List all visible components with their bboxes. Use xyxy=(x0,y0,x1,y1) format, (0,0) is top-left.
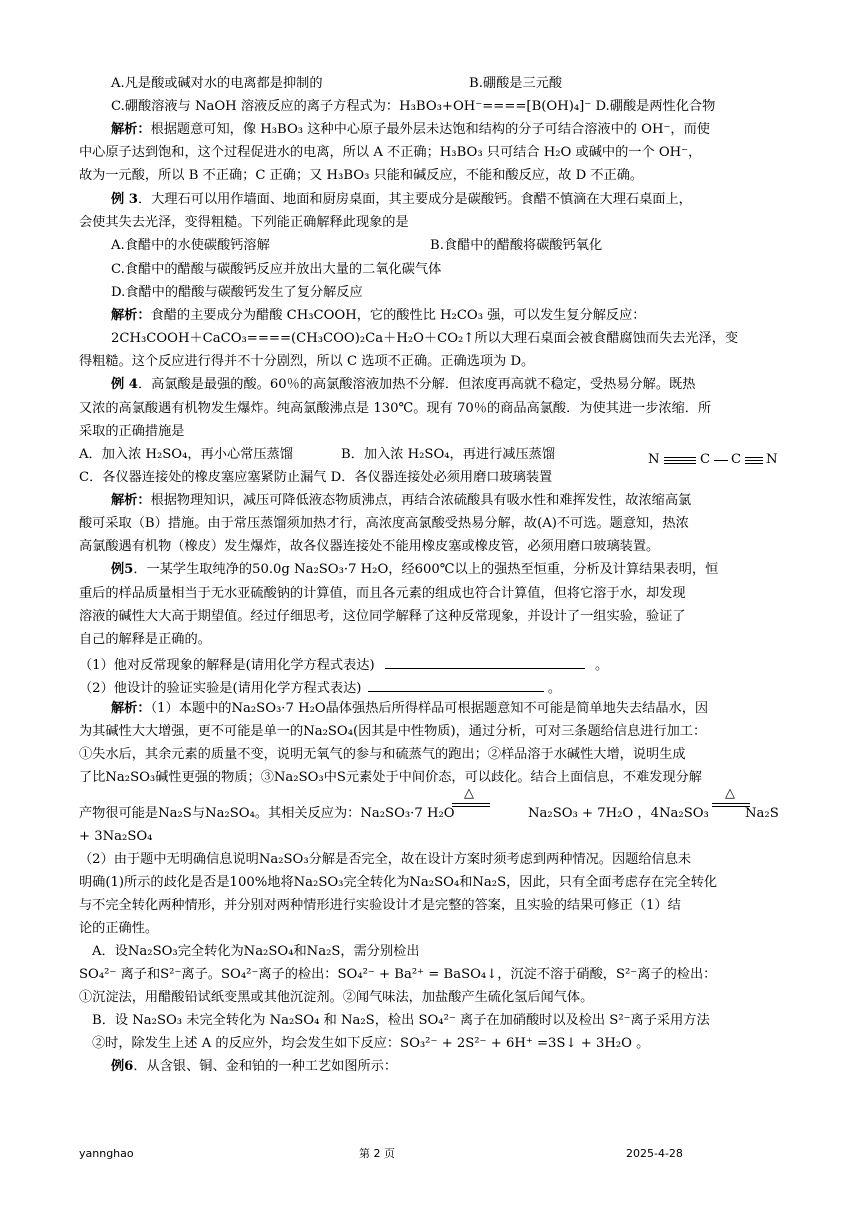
option-b: B．加入浓 H₂SO₄，再进行减压蒸馏 xyxy=(341,447,556,462)
example-text: ．从含银、铜、金和铂的一种工艺如图所示： xyxy=(133,1059,398,1074)
atom-n: N xyxy=(766,452,778,467)
analysis-label: 解析： xyxy=(111,493,151,508)
text-line: 论的正确性。 xyxy=(79,921,159,936)
text-line: 采取的正确措施是 xyxy=(79,424,185,439)
analysis-line xyxy=(111,307,645,325)
analysis-label: 解析： xyxy=(111,308,151,323)
example-label: 例5 xyxy=(111,562,134,577)
example-5-line xyxy=(111,561,718,579)
text-line: 酸可采取（B）措施。由于常压蒸馏须加热才行，高浓度高氯酸受热易分解，故(A)不可选。题意知，热浓 xyxy=(79,516,689,531)
reaction-start: 产物很可能是Na₂S与Na₂SO₄。其相关反应为：Na₂SO₃·7 H₂O xyxy=(79,806,455,821)
text-line: 会使其失去光泽，变得粗糙。下列能正确解释此现象的是 xyxy=(79,215,409,230)
cyanogen-structure xyxy=(648,449,778,471)
text-line: ①失水后，其余元素的质量不变，说明无氧气的参与和硫蒸气的跑出；②样品溶于水碱性大增，说明生成 xyxy=(79,747,686,762)
example-label: 例6 xyxy=(111,1059,134,1074)
reaction-middle: Na₂SO₃ + 7H₂O ，4Na₂SO₃ xyxy=(528,806,709,821)
example-3-line xyxy=(111,191,692,209)
analysis-text: 根据题意可知，像 H₃BO₃ 这种中心原子最外层未达饱和结构的分子可结合溶液中的 OH⁻，而使 xyxy=(150,122,710,137)
text-line: ②时，除发生上述 A 的反应外，均会发生如下反应：SO₃²⁻ + 2S²⁻ + 6H⁺ =3S↓ + 3H₂O 。 xyxy=(92,1036,650,1051)
question-text: （2）他设计的验证实验是(请用化学方程式表达) xyxy=(79,681,362,696)
text-line: （2）由于题中无明确信息说明Na₂SO₃分解是否完全，故在设计方案时须考虑到两种情况。因题给信息未 xyxy=(79,852,692,867)
text-line: 又浓的高氯酸遇有机物发生爆炸。纯高氯酸沸点是 130℃。现有 70％的商品高氯酸．为使其进一步浓缩．所 xyxy=(79,401,712,416)
text-line: 高氯酸遇有机物（橡皮）发生爆炸，故各仪器连接处不能用橡皮塞或橡皮管，必须用磨口玻璃装置。 xyxy=(79,539,660,554)
question-1 xyxy=(79,654,608,675)
period: 。 xyxy=(547,681,562,696)
analysis-text: （1）本题中的Na₂SO₃·7 H₂O晶体强热后所得样品可根据题意知不可能是简单地失去结晶水，因 xyxy=(150,701,709,716)
footer-date: 2025-4-28 xyxy=(626,1147,683,1160)
text-line: 明确(1)所示的歧化是否是100%地将Na₂SO₃完全转化为Na₂SO₄和Na₂S，因此，只有全面考虑存在完全转化 xyxy=(79,875,718,890)
option-b: B.食醋中的醋酸将碳酸钙氧化 xyxy=(430,238,603,253)
example-label: 例 4 xyxy=(111,377,138,392)
example-label: 例 3 xyxy=(111,192,138,207)
period: 。 xyxy=(595,658,609,673)
atom-c: C xyxy=(731,452,742,467)
reaction-continuation: + 3Na₂SO₄ xyxy=(79,829,153,844)
answer-blank xyxy=(368,677,544,692)
example-6-line xyxy=(111,1058,397,1076)
text-line: 为其碱性大大增强，更不可能是单一的Na₂SO₄(因其是中性物质)，通过分析，可对三条题给信息进行加工： xyxy=(79,724,707,739)
analysis-label: 解析： xyxy=(111,122,151,137)
footer-page-number: 第 2 页 xyxy=(359,1147,395,1160)
equation-line: 2CH₃COOH＋CaCO₃====(CH₃COO)₂Ca＋H₂O＋CO₂↑所以大理石桌面会被食醋腐蚀而失去光泽，变 xyxy=(111,331,739,346)
answer-blank xyxy=(385,654,585,669)
option-b: B.硼酸是三元酸 xyxy=(469,76,563,91)
text-line: 与不完全转化两种情形，并分别对两种情形进行实验设计才是完整的答案，且实验的结果可修正（1）结 xyxy=(79,898,681,913)
question-2 xyxy=(79,677,561,698)
analysis-line xyxy=(111,121,710,139)
analysis-label: 解析： xyxy=(111,701,151,716)
reaction-end: Na₂S xyxy=(745,806,779,821)
analysis-line xyxy=(111,492,691,510)
footer-author: yannghao xyxy=(79,1147,134,1160)
text-line: 溶液的碱性大大高于期望值。经过仔细思考，这位同学解释了这种反常现象，并设计了一组实验，验证了 xyxy=(79,609,686,624)
heat-symbol: △ xyxy=(464,786,474,801)
analysis-line xyxy=(111,700,708,718)
option-a: A.食醋中的水使碳酸钙溶解 xyxy=(111,238,270,253)
atom-c: C xyxy=(700,452,711,467)
text-line: 得粗糙。这个反应进行得并不十分剧烈，所以 C 选项不正确。正确选项为 D。 xyxy=(79,354,535,369)
option-d: D.食醋中的醋酸与碳酸钙发生了复分解反应 xyxy=(111,285,363,300)
text-line: ①沉淀法，用醋酸铅试纸变黑或其他沉淀剂。②闻气味法，加盐酸产生硫化氢后闻气体。 xyxy=(79,990,594,1005)
option-a: A.凡是酸或碱对水的电离都是抑制的 xyxy=(111,76,323,91)
option-a: A．加入浓 H₂SO₄，再小心常压蒸馏 xyxy=(79,447,293,462)
text-line: SO₄²⁻ 离子和S²⁻离子。SO₄²⁻离子的检出：SO₄²⁻ + Ba²⁺ = BaSO₄↓，沉淀不溶于硝酸，S²⁻离子的检出： xyxy=(79,967,717,982)
option-c: C.食醋中的醋酸与碳酸钙反应并放出大量的二氧化碳气体 xyxy=(111,262,442,277)
text-line: 自己的解释是正确的。 xyxy=(79,632,211,647)
analysis-text: 食醋的主要成分为醋酸 CH₃COOH，它的酸性比 H₂CO₃ 强，可以发生复分解反应： xyxy=(150,308,646,323)
example-4-line xyxy=(111,376,695,394)
example-text: ．高氯酸是最强的酸。60％的高氯酸溶液加热不分解．但浓度再高就不稳定，受热易分解。既热 xyxy=(137,377,696,392)
option-c-d: C．各仪器连接处的橡皮塞应塞紧防止漏气 D．各仪器连接处必须用磨口玻璃装置 xyxy=(79,470,553,485)
analysis-text: 根据物理知识，减压可降低液态物质沸点，再结合浓硫酸具有吸水性和难挥发性，故浓缩高氯 xyxy=(150,493,692,508)
text-line: 故为一元酸，所以 B 不正确；C 正确；又 H₃BO₃ 只能和碱反应，不能和酸反应，故 D 不正确。 xyxy=(79,168,644,183)
text-line: A．设Na₂SO₃完全转化为Na₂SO₄和Na₂S，需分别检出 xyxy=(92,944,420,959)
text-line: 了比Na₂SO₃碱性更强的物质；③Na₂SO₃中S元素处于中间价态，可以歧化。结合上面信息，不难发现分解 xyxy=(79,770,702,785)
question-text: （1）他对反常现象的解释是(请用化学方程式表达) xyxy=(79,658,375,673)
example-text: ．大理石可以用作墙面、地面和厨房桌面，其主要成分是碳酸钙。食醋不慎滴在大理石桌面上， xyxy=(137,192,692,207)
text-line: 重后的样品质量相当于无水亚硫酸钠的计算值，而且各元素的组成也符合计算值，但将它溶于水，却发现 xyxy=(79,586,686,601)
atom-n: N xyxy=(648,452,660,467)
option-c-d: C.硼酸溶液与 NaOH 溶液反应的离子方程式为：H₃BO₃+OH⁻====[B(OH)₄]⁻ D.硼酸是两性化合物 xyxy=(111,99,716,114)
example-text: ．一某学生取纯净的50.0g Na₂SO₃·7 H₂O，经600℃以上的强热至恒重，分析及计算结果表明，恒 xyxy=(133,562,719,577)
heat-symbol: △ xyxy=(725,786,735,801)
text-line: 中心原子达到饱和，这个过程促进水的电离，所以 A 不正确；H₃BO₃ 只可结合 H₂O 或碱中的一个 OH⁻， xyxy=(79,145,702,160)
text-line: B．设 Na₂SO₃ 未完全转化为 Na₂SO₄ 和 Na₂S，检出 SO₄²⁻ 离子在加硝酸时以及检出 S²⁻离子采用方法 xyxy=(92,1013,710,1028)
